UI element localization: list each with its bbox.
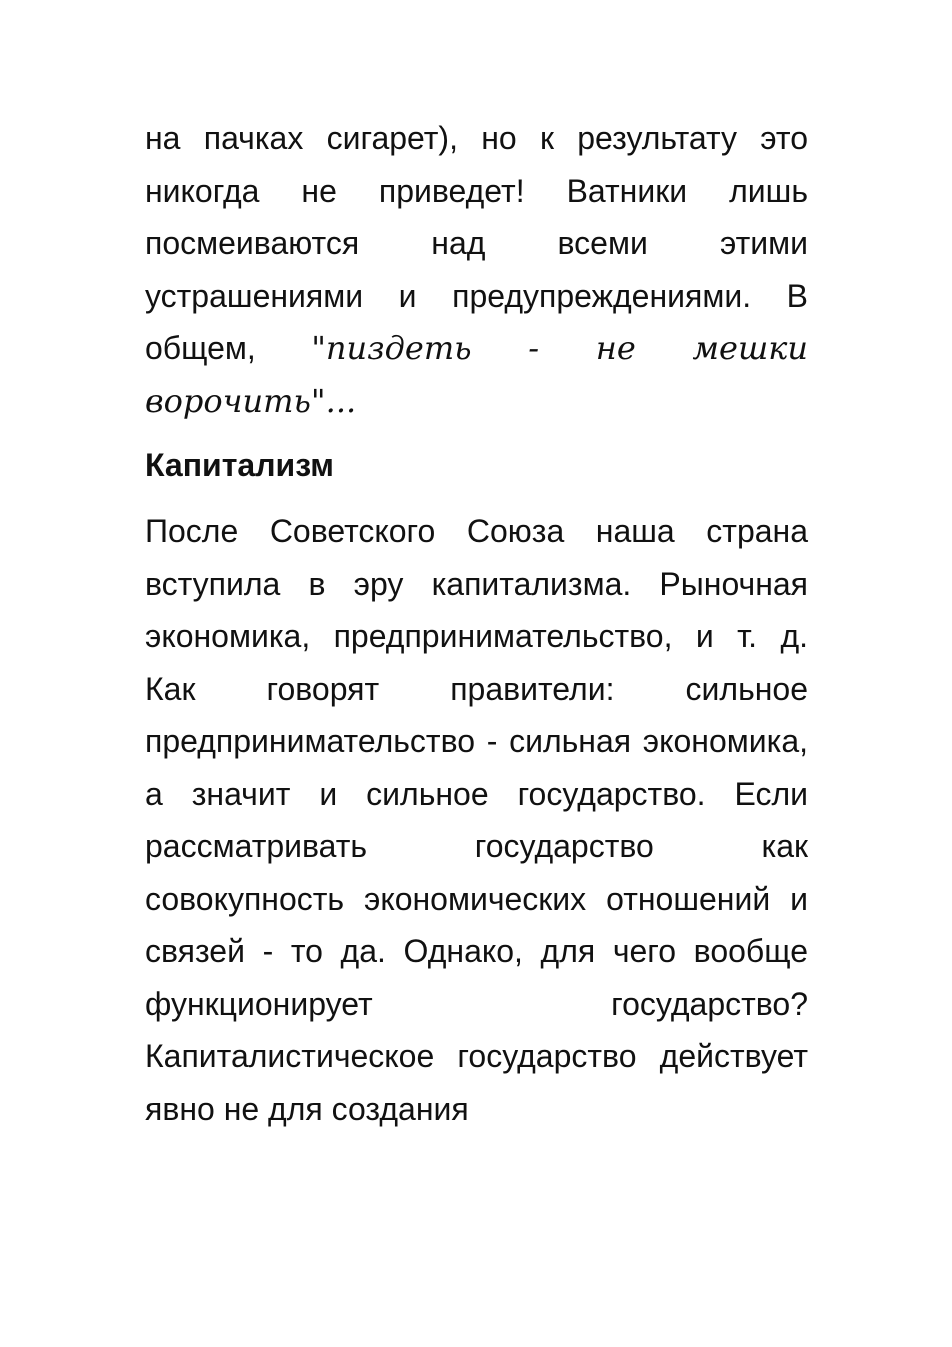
paragraph-capitalism: После Советского Союза наша страна вступила в эру капитализма. Рыночная экономика, предпринимательство, и т. д. Как говорят правители: сильное предпринимательство - сильная экономика, а значит и сильное государство. Если рассматривать государство как совокупность экономических отношений и связей - то да. Однако, для чего вообще функционирует государство? Капиталистическое государство действует явно не для создания xyxy=(145,513,808,1127)
section-heading: Капитализм xyxy=(145,447,334,483)
document-page xyxy=(145,112,808,1135)
paragraph-text: на пачках сигарет), но к результату это никогда не приведет! Ватники лишь посмеиваются над всеми этими устрашениями и предупреждениями. В общем, xyxy=(145,120,808,366)
paragraph-cigarettes xyxy=(145,112,808,427)
italic-quote: "пиздеть - не мешки ворочить"... xyxy=(145,329,809,420)
